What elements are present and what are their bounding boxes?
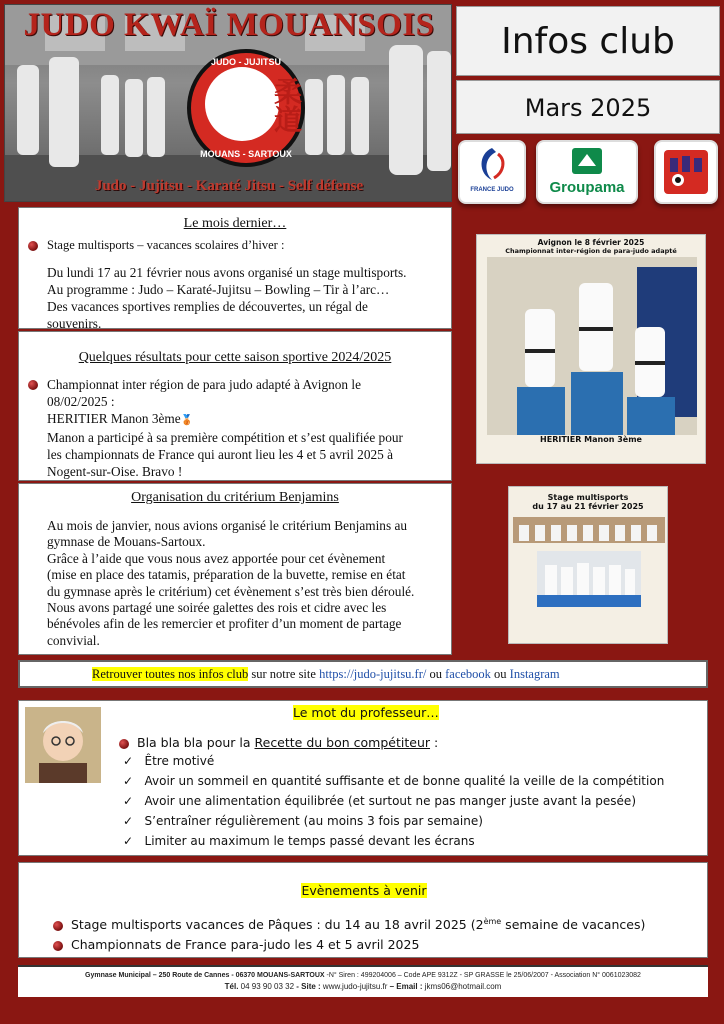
bullet-icon (119, 739, 129, 749)
section-title: Le mois dernier… (183, 216, 287, 231)
groupama-icon (572, 148, 602, 174)
winner-name: HERITIER Manon 3ème (47, 411, 181, 426)
footer: Gymnase Municipal – 250 Route de Cannes - 06370 MOUANS-SARTOUX -N° Siren : 499204006 – Code APE 9312Z - SP GRASSE le 25/06/2007 - Association N° 0061023082 Tél. 04 93 90 03 32 - Site : www.judo-jujitsu.fr – Email : jkms06@hotmail.com (18, 965, 708, 997)
section-title: Le mot du professeur… (293, 705, 439, 720)
paragraph: Au mois de janvier, nous avions organisé le critérium Benjamins au gymnase de Mouans-Sartoux. Grâce à l’aide que vous nous avez apportée pour cet évènement (mise en place des tatamis, préparation de la buvette, remise en état du gymnase après le critérium) cet évènement s’est très bien déroulé. Nous avons partagé une soirée galettes des rois et cidre avec les bénévoles afin de les remercier et profiter d’un moment de partage convivial. (47, 518, 415, 648)
paragraph: Du lundi 17 au 21 février nous avons organisé un stage multisports. Au programme : Judo – Karaté-Jujitsu – Bowling – Tir à l’arc… Des vacances sportives remplies de découvertes, un régal de souvenirs. (47, 265, 407, 331)
group-photo-2 (537, 551, 641, 607)
club-name: JUDO KWAÏ MOUANSOIS (23, 7, 435, 43)
group-photo-1 (513, 517, 665, 543)
tagline: Judo - Jujitsu - Karaté Jitsu - Self défense (94, 178, 364, 194)
professor-intro: Bla bla bla pour la Recette du bon compétiteur : (137, 735, 439, 750)
footer-email[interactable]: jkms06@hotmail.com (424, 982, 502, 991)
check-icon: ✓ (123, 834, 134, 848)
photo-caption: Avignon le 8 février 2025 (537, 238, 645, 247)
paragraph: Championnat inter région de para judo adapté à Avignon le 08/02/2025 : HERITIER Manon 3ème🥉 Manon a participé à sa première compétition et s’est qualifiée pour les championnats de France qui auront lieu les 4 et 5 avril 2025 à Nogent-sur-Oise. Bravo ! (47, 377, 403, 479)
bullet-icon (53, 941, 63, 951)
infos-bar: Retrouver toutes nos infos club sur notre site https://judo-jujitsu.fr/ ou facebook ou Instagram (18, 660, 708, 688)
check-icon: ✓ (123, 754, 134, 768)
footer-site[interactable]: www.judo-jujitsu.fr (322, 982, 388, 991)
bullet-icon (28, 241, 38, 251)
infos-highlight: Retrouver toutes nos infos club (92, 667, 249, 681)
section-title: Quelques résultats pour cette saison sportive 2024/2025 (78, 350, 392, 365)
mascot-icon (660, 146, 712, 198)
stage-photo[interactable] (508, 486, 668, 644)
bullet-icon (53, 921, 63, 931)
check-item: ✓ Avoir un sommeil en quantité suffisante et de bonne qualité la veille de la compétition (123, 774, 665, 788)
check-icon: ✓ (123, 774, 134, 788)
photo-caption: Championnat inter-région de para-judo adapté (505, 247, 677, 255)
sponsor-groupama[interactable] (536, 140, 638, 204)
check-item: ✓ Limiter au maximum le temps passé devant les écrans (123, 834, 475, 848)
check-item: ✓ S’entraîner régulièrement (au moins 3 fois par semaine) (123, 814, 483, 828)
last-month-section (18, 207, 452, 329)
instagram-link[interactable]: Instagram (509, 667, 560, 681)
sponsor-label: Groupama (549, 179, 625, 196)
site-link[interactable]: https://judo-jujitsu.fr/ (319, 667, 427, 681)
event-item: Championnats de France para-judo les 4 et 5 avril 2025 (71, 937, 420, 952)
check-icon: ✓ (123, 794, 134, 808)
events-section (18, 862, 708, 958)
section-title: Organisation du critérium Benjamins (131, 490, 339, 505)
issue-date: Mars 2025 (456, 80, 720, 134)
facebook-link[interactable]: facebook (445, 667, 491, 681)
photo-caption: Stage multisports (547, 493, 629, 502)
section-title: Evènements à venir (301, 883, 427, 898)
photo-caption: du 17 au 21 février 2025 (532, 502, 644, 511)
club-logo (187, 49, 305, 167)
check-item: ✓ Avoir une alimentation équilibrée (et surtout ne pas manger juste avant la pesée) (123, 794, 636, 808)
medal-icon: 🥉 (180, 415, 194, 426)
professor-avatar (25, 707, 101, 783)
bullet-icon (28, 380, 38, 390)
sponsor-france-judo[interactable] (458, 140, 526, 204)
podium-image (487, 257, 697, 435)
check-item: ✓ Être motivé (123, 754, 215, 768)
podium-photo[interactable] (476, 234, 706, 464)
results-section (18, 331, 452, 481)
professor-section (18, 700, 708, 856)
logo-kanji: 柔道 (270, 77, 303, 133)
event-item: Stage multisports vacances de Pâques : du 14 au 18 avril 2025 (2ème semaine de vacances) (71, 917, 646, 933)
sponsor-label: FRANCE JUDO (470, 187, 514, 193)
photo-caption: HERITIER Manon 3ème (540, 435, 642, 444)
logo-bottom-text: MOUANS - SARTOUX (200, 149, 292, 159)
sponsor-mascot[interactable] (654, 140, 718, 204)
header-banner (4, 4, 452, 202)
france-judo-icon (472, 146, 512, 182)
criterium-section (18, 483, 452, 655)
logo-top-text: JUDO - JUJITSU (210, 57, 281, 67)
check-icon: ✓ (123, 814, 134, 828)
page-title: Infos club (456, 6, 720, 76)
bullet-text: Stage multisports – vacances scolaires d’hiver : (47, 238, 285, 252)
